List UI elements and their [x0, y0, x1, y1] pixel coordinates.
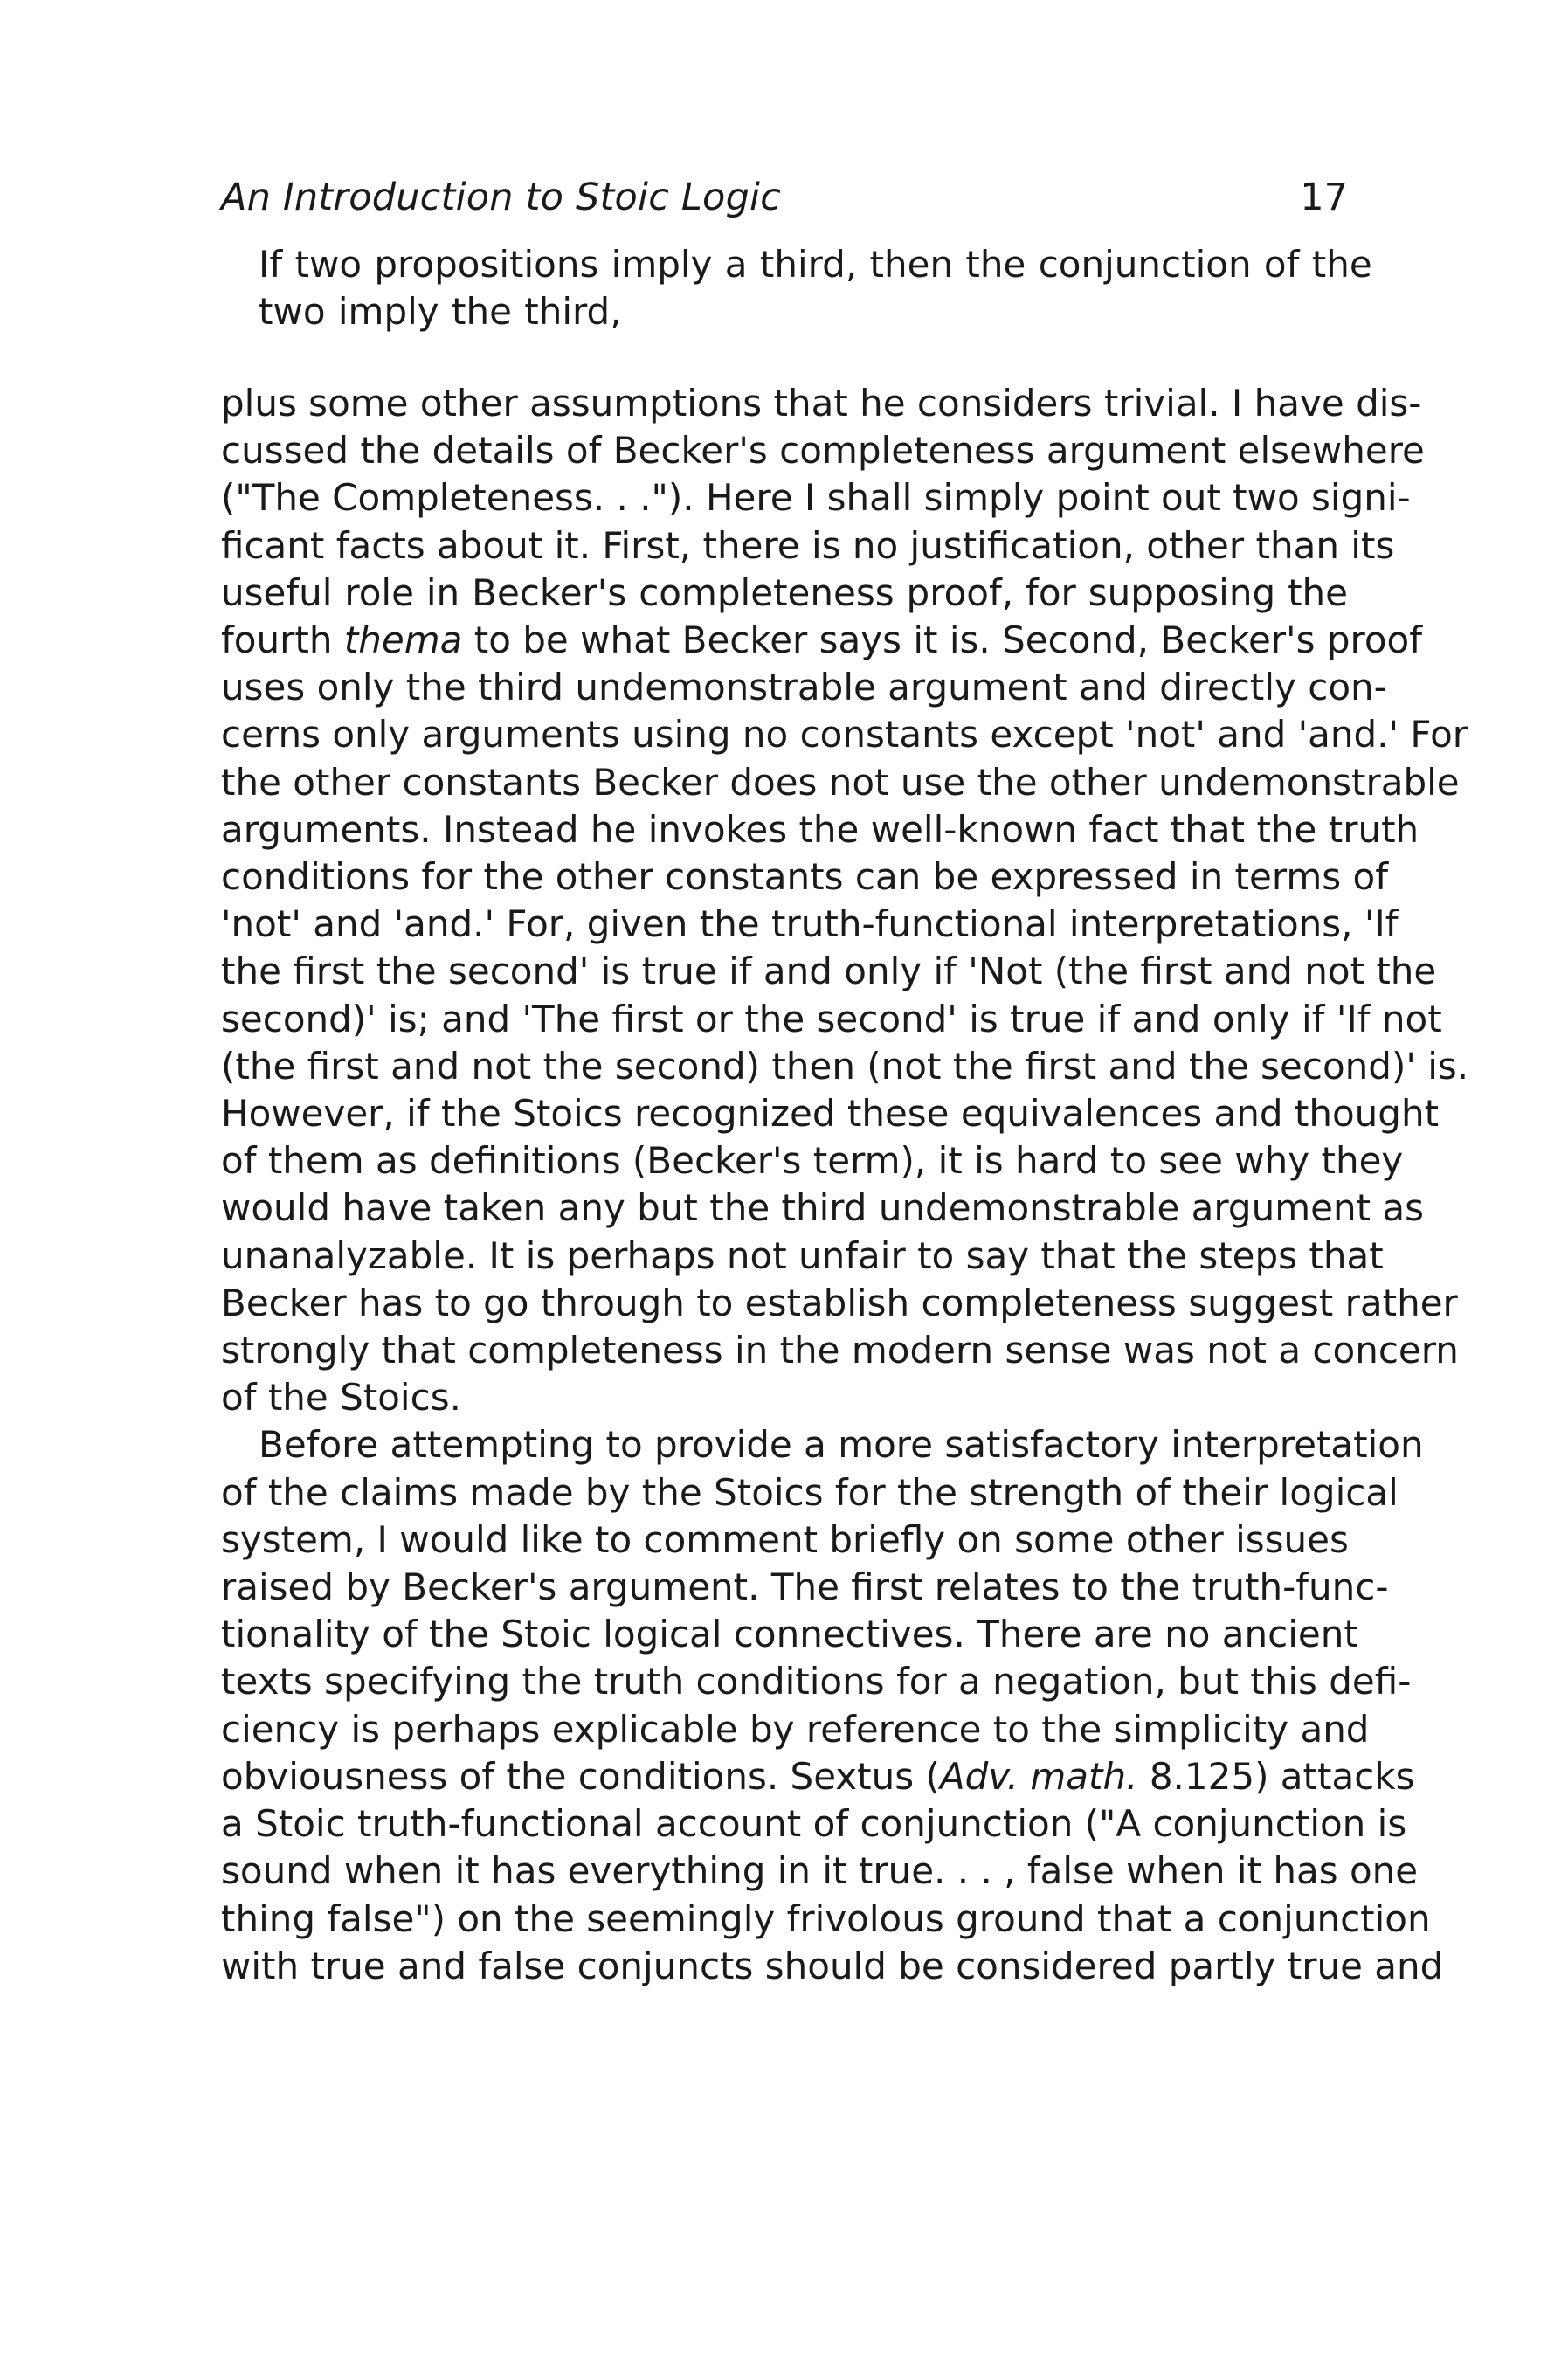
italic-citation: Adv. math.	[939, 1754, 1138, 1798]
body-text	[221, 380, 1469, 1990]
text-line: would have taken any but the third undemonstrable argument as	[221, 1186, 1425, 1230]
text-line: conditions for the other constants can be expressed in terms of	[221, 855, 1389, 899]
text-line: useful role in Becker's completeness proof, for supposing the	[221, 570, 1348, 614]
text-line: system, I would like to comment briefly on some other issues	[221, 1517, 1349, 1561]
text-line: (the first and not the second) then (not the first and the second)' is.	[221, 1044, 1469, 1088]
text-segment: to be what Becker says it is. Second, Becker's proof	[462, 618, 1423, 662]
text-line: Becker has to go through to establish completeness suggest rather	[221, 1281, 1458, 1324]
text-line: thing false") on the seemingly frivolous ground that a conjunction	[221, 1897, 1431, 1940]
text-line: strongly that completeness in the modern sense was not a concern	[221, 1329, 1459, 1372]
text-line: cussed the details of Becker's completeness argument elsewhere	[221, 429, 1425, 473]
text-line: Before attempting to provide a more satisfactory interpretation	[259, 1423, 1424, 1467]
text-line	[221, 617, 1423, 664]
text-line: raised by Becker's argument. The first relates to the truth-func-	[221, 1565, 1389, 1609]
text-segment: obviousness of the conditions. Sextus (	[221, 1754, 940, 1798]
text-segment: fourth	[221, 618, 344, 662]
text-line: plus some other assumptions that he considers trivial. I have dis-	[221, 382, 1422, 425]
running-title: An Introduction to Stoic Logic	[221, 176, 782, 219]
text-line: However, if the Stoics recognized these equivalences and thought	[221, 1092, 1440, 1136]
text-line: uses only the third undemonstrable argument and directly con-	[221, 666, 1387, 709]
text-line: of the Stoics.	[221, 1376, 461, 1420]
text-line: texts specifying the truth conditions for a negation, but this defi-	[221, 1660, 1412, 1703]
text-line: a Stoic truth-functional account of conjunction ("A conjunction is	[221, 1802, 1407, 1846]
paragraph	[221, 1421, 1444, 1989]
paragraph	[221, 380, 1469, 1421]
text-line: unanalyzable. It is perhaps not unfair to say that the steps that	[221, 1233, 1384, 1277]
text-line	[221, 1753, 1415, 1800]
text-line: with true and false conjuncts should be considered partly true and	[221, 1944, 1444, 1987]
running-head	[221, 171, 1348, 224]
text-line: second)' is; and 'The first or the second' is true if and only if 'If not	[221, 997, 1442, 1040]
text-line: ciency is perhaps explicable by reference to the simplicity and	[221, 1707, 1370, 1751]
text-line: ("The Completeness. . ."). Here I shall simply point out two signi-	[221, 476, 1411, 520]
text-line: of them as definitions (Becker's term), it is hard to see why they	[221, 1139, 1404, 1183]
block-quote	[259, 241, 1372, 335]
text-line: 'not' and 'and.' For, given the truth-functional interpretations, 'If	[221, 902, 1399, 946]
text-line: the first the second' is true if and only if 'Not (the first and not the	[221, 950, 1437, 993]
text-line: arguments. Instead he invokes the well-known fact that the truth	[221, 807, 1419, 851]
text-line: tionality of the Stoic logical connectives. There are no ancient	[221, 1613, 1358, 1656]
quote-line: two imply the third,	[259, 290, 622, 333]
text-line: sound when it has everything in it true. . . , false when it has one	[221, 1849, 1419, 1893]
text-line: the other constants Becker does not use the other undemonstrable	[221, 760, 1460, 804]
text-segment: 8.125) attacks	[1137, 1754, 1415, 1798]
text-line: ficant facts about it. First, there is no justification, other than its	[221, 523, 1395, 567]
quote-line: If two propositions imply a third, then the conjunction of the	[259, 243, 1372, 286]
text-line: cerns only arguments using no constants except 'not' and 'and.' For	[221, 713, 1468, 757]
text-line: of the claims made by the Stoics for the strength of their logical	[221, 1470, 1399, 1514]
page-number: 17	[1300, 176, 1348, 219]
italic-term: thema	[343, 618, 463, 662]
